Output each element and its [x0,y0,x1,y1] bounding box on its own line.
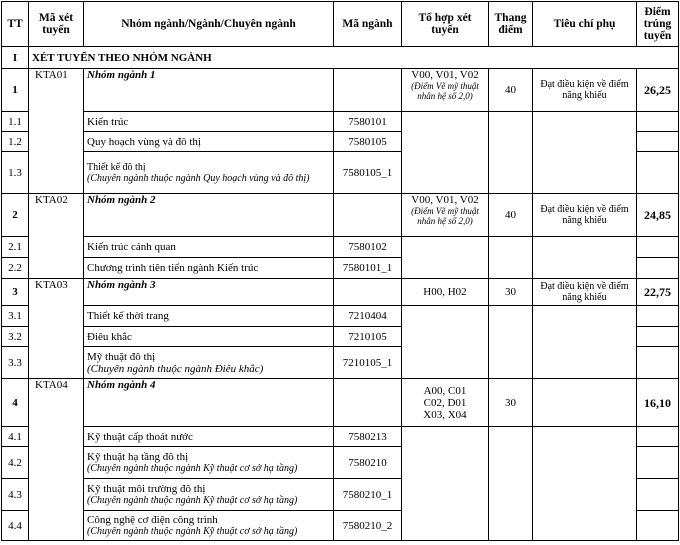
item-score-empty [637,511,679,541]
group-major-code [334,69,402,112]
item-tt: 3.1 [2,306,29,327]
group-criteria: Đạt điều kiện về điểm năng khiếu [533,194,637,237]
item-code: 7580101 [334,112,402,132]
group-tt: 4 [2,379,29,427]
header-diem-trung: Điểm trúng tuyển [637,2,679,47]
item-name: Kiến trúc [84,112,334,132]
item-code: 7580101_1 [334,258,402,279]
group-combo [402,69,489,112]
item-combo-empty [402,427,489,541]
item-code: 7580210 [334,447,402,479]
group-combo [402,194,489,237]
item-name: Thiết kế thời trang [84,306,334,327]
item-score-empty [637,327,679,347]
item-scale-empty [489,237,533,279]
item-criteria-empty [533,306,637,379]
header-tieu-chi: Tiêu chí phụ [533,2,637,47]
group-combo: H00, H02 [402,279,489,306]
group-scale: 40 [489,194,533,237]
item-tt: 1.2 [2,132,29,152]
combo-text: V00, V01, V02 [411,194,479,206]
item-row [2,306,679,327]
item-tt: 4.3 [2,479,29,511]
item-note: (Chuyên ngành thuộc ngành Kỹ thuật cơ sở hạ tầng) [87,463,298,474]
item-row [2,112,679,132]
header-row [2,2,679,47]
combo-line: C02, D01 [423,396,467,409]
combo-line: X03, X04 [423,408,467,421]
item-score-empty [637,447,679,479]
item-name-cell [84,511,334,541]
group-score: 16,10 [637,379,679,427]
item-name-cell [84,347,334,379]
item-tt: 1.1 [2,112,29,132]
group-score: 22,75 [637,279,679,306]
group-major-code [334,379,402,427]
item-name: Mỹ thuật đô thị [87,350,156,363]
admission-table [1,1,679,541]
item-score-empty [637,152,679,194]
group-major-code [334,279,402,306]
item-code: 7580102 [334,237,402,258]
item-name-cell [84,447,334,479]
header-ma-xet-tuyen: Mã xét tuyển [29,2,84,47]
item-scale-empty [489,306,533,379]
item-score-empty [637,306,679,327]
item-name: Kiến trúc cảnh quan [84,237,334,258]
group-score: 26,25 [637,69,679,112]
item-score-empty [637,237,679,258]
item-name: Quy hoạch vùng và đô thị [84,132,334,152]
item-code: 7580210_1 [334,479,402,511]
header-tt: TT [2,2,29,47]
item-code: 7580210_2 [334,511,402,541]
group-tt: 2 [2,194,29,237]
combo-note: (Điểm Vẽ mỹ thuật nhân hệ số 2,0) [411,206,479,226]
combo-text: V00, V01, V02 [411,69,479,81]
section-title: XÉT TUYỂN THEO NHÓM NGÀNH [29,47,679,69]
item-code: 7210404 [334,306,402,327]
group-name: Nhóm ngành 2 [84,194,334,237]
item-criteria-empty [533,237,637,279]
item-score-empty [637,347,679,379]
item-score-empty [637,479,679,511]
group-row [2,379,679,427]
item-note: (Chuyên ngành thuộc ngành Điêu khắc) [87,362,264,375]
header-ma-nganh: Mã ngành [334,2,402,47]
item-tt: 1.3 [2,152,29,194]
item-note: (Chuyên ngành thuộc ngành Kỹ thuật cơ sở hạ tầng) [87,495,298,506]
item-name: Điêu khắc [84,327,334,347]
group-row [2,69,679,112]
group-major-code [334,194,402,237]
item-row [2,427,679,447]
combo-line: A00, C01 [423,384,467,397]
group-scale: 30 [489,379,533,427]
group-code: KTA02 [29,194,84,279]
group-criteria: Đạt điều kiện về điểm năng khiếu [533,69,637,112]
item-tt: 2.1 [2,237,29,258]
item-criteria-empty [533,427,637,541]
item-tt: 3.3 [2,347,29,379]
item-criteria-empty [533,112,637,194]
item-name: Kỹ thuật cấp thoát nước [84,427,334,447]
group-criteria: Đạt điều kiện về điểm năng khiếu [533,279,637,306]
group-criteria [533,379,637,427]
item-score-empty [637,132,679,152]
group-name: Nhóm ngành 4 [84,379,334,427]
item-code: 7210105 [334,327,402,347]
item-score-empty [637,258,679,279]
item-name: Công nghệ cơ điện công trình [87,514,218,526]
item-tt: 2.2 [2,258,29,279]
item-scale-empty [489,427,533,541]
item-name: Kỹ thuật hạ tầng đô thị [87,451,189,463]
section-row [2,47,679,69]
section-tt: I [2,47,29,69]
item-name-cell [84,152,334,194]
group-scale: 40 [489,69,533,112]
item-code: 7580105 [334,132,402,152]
group-name: Nhóm ngành 3 [84,279,334,306]
group-row [2,279,679,306]
item-tt: 3.2 [2,327,29,347]
group-row [2,194,679,237]
group-name: Nhóm ngành 1 [84,69,334,112]
group-tt: 3 [2,279,29,306]
header-nhom-nganh: Nhóm ngành/Ngành/Chuyên ngành [84,2,334,47]
item-name-cell [84,479,334,511]
item-combo-empty [402,112,489,194]
item-code: 7580213 [334,427,402,447]
header-thang-diem: Thang điểm [489,2,533,47]
item-tt: 4.2 [2,447,29,479]
item-code: 7210105_1 [334,347,402,379]
item-combo-empty [402,306,489,379]
group-code: KTA03 [29,279,84,379]
item-name: Kỹ thuật môi trường đô thị [87,483,206,495]
combo-note: (Điểm Vẽ mỹ thuật nhân hệ số 2,0) [411,81,479,101]
item-note: (Chuyên ngành thuộc ngành Kỹ thuật cơ sở hạ tầng) [87,526,298,537]
item-score-empty [637,112,679,132]
group-scale: 30 [489,279,533,306]
item-name: Chương trình tiên tiến ngành Kiến trúc [84,258,334,279]
group-score: 24,85 [637,194,679,237]
item-row [2,237,679,258]
group-code: KTA01 [29,69,84,194]
group-tt: 1 [2,69,29,112]
item-code: 7580105_1 [334,152,402,194]
item-scale-empty [489,112,533,194]
item-tt: 4.4 [2,511,29,541]
item-note: (Chuyên ngành thuộc ngành Quy hoạch vùng và đô thị) [87,172,310,184]
group-combo [402,379,489,427]
item-score-empty [637,427,679,447]
header-to-hop: Tổ hợp xét tuyển [402,2,489,47]
item-tt: 4.1 [2,427,29,447]
group-code: KTA04 [29,379,84,541]
item-name: Thiết kế đô thị [87,161,146,173]
item-combo-empty [402,237,489,279]
